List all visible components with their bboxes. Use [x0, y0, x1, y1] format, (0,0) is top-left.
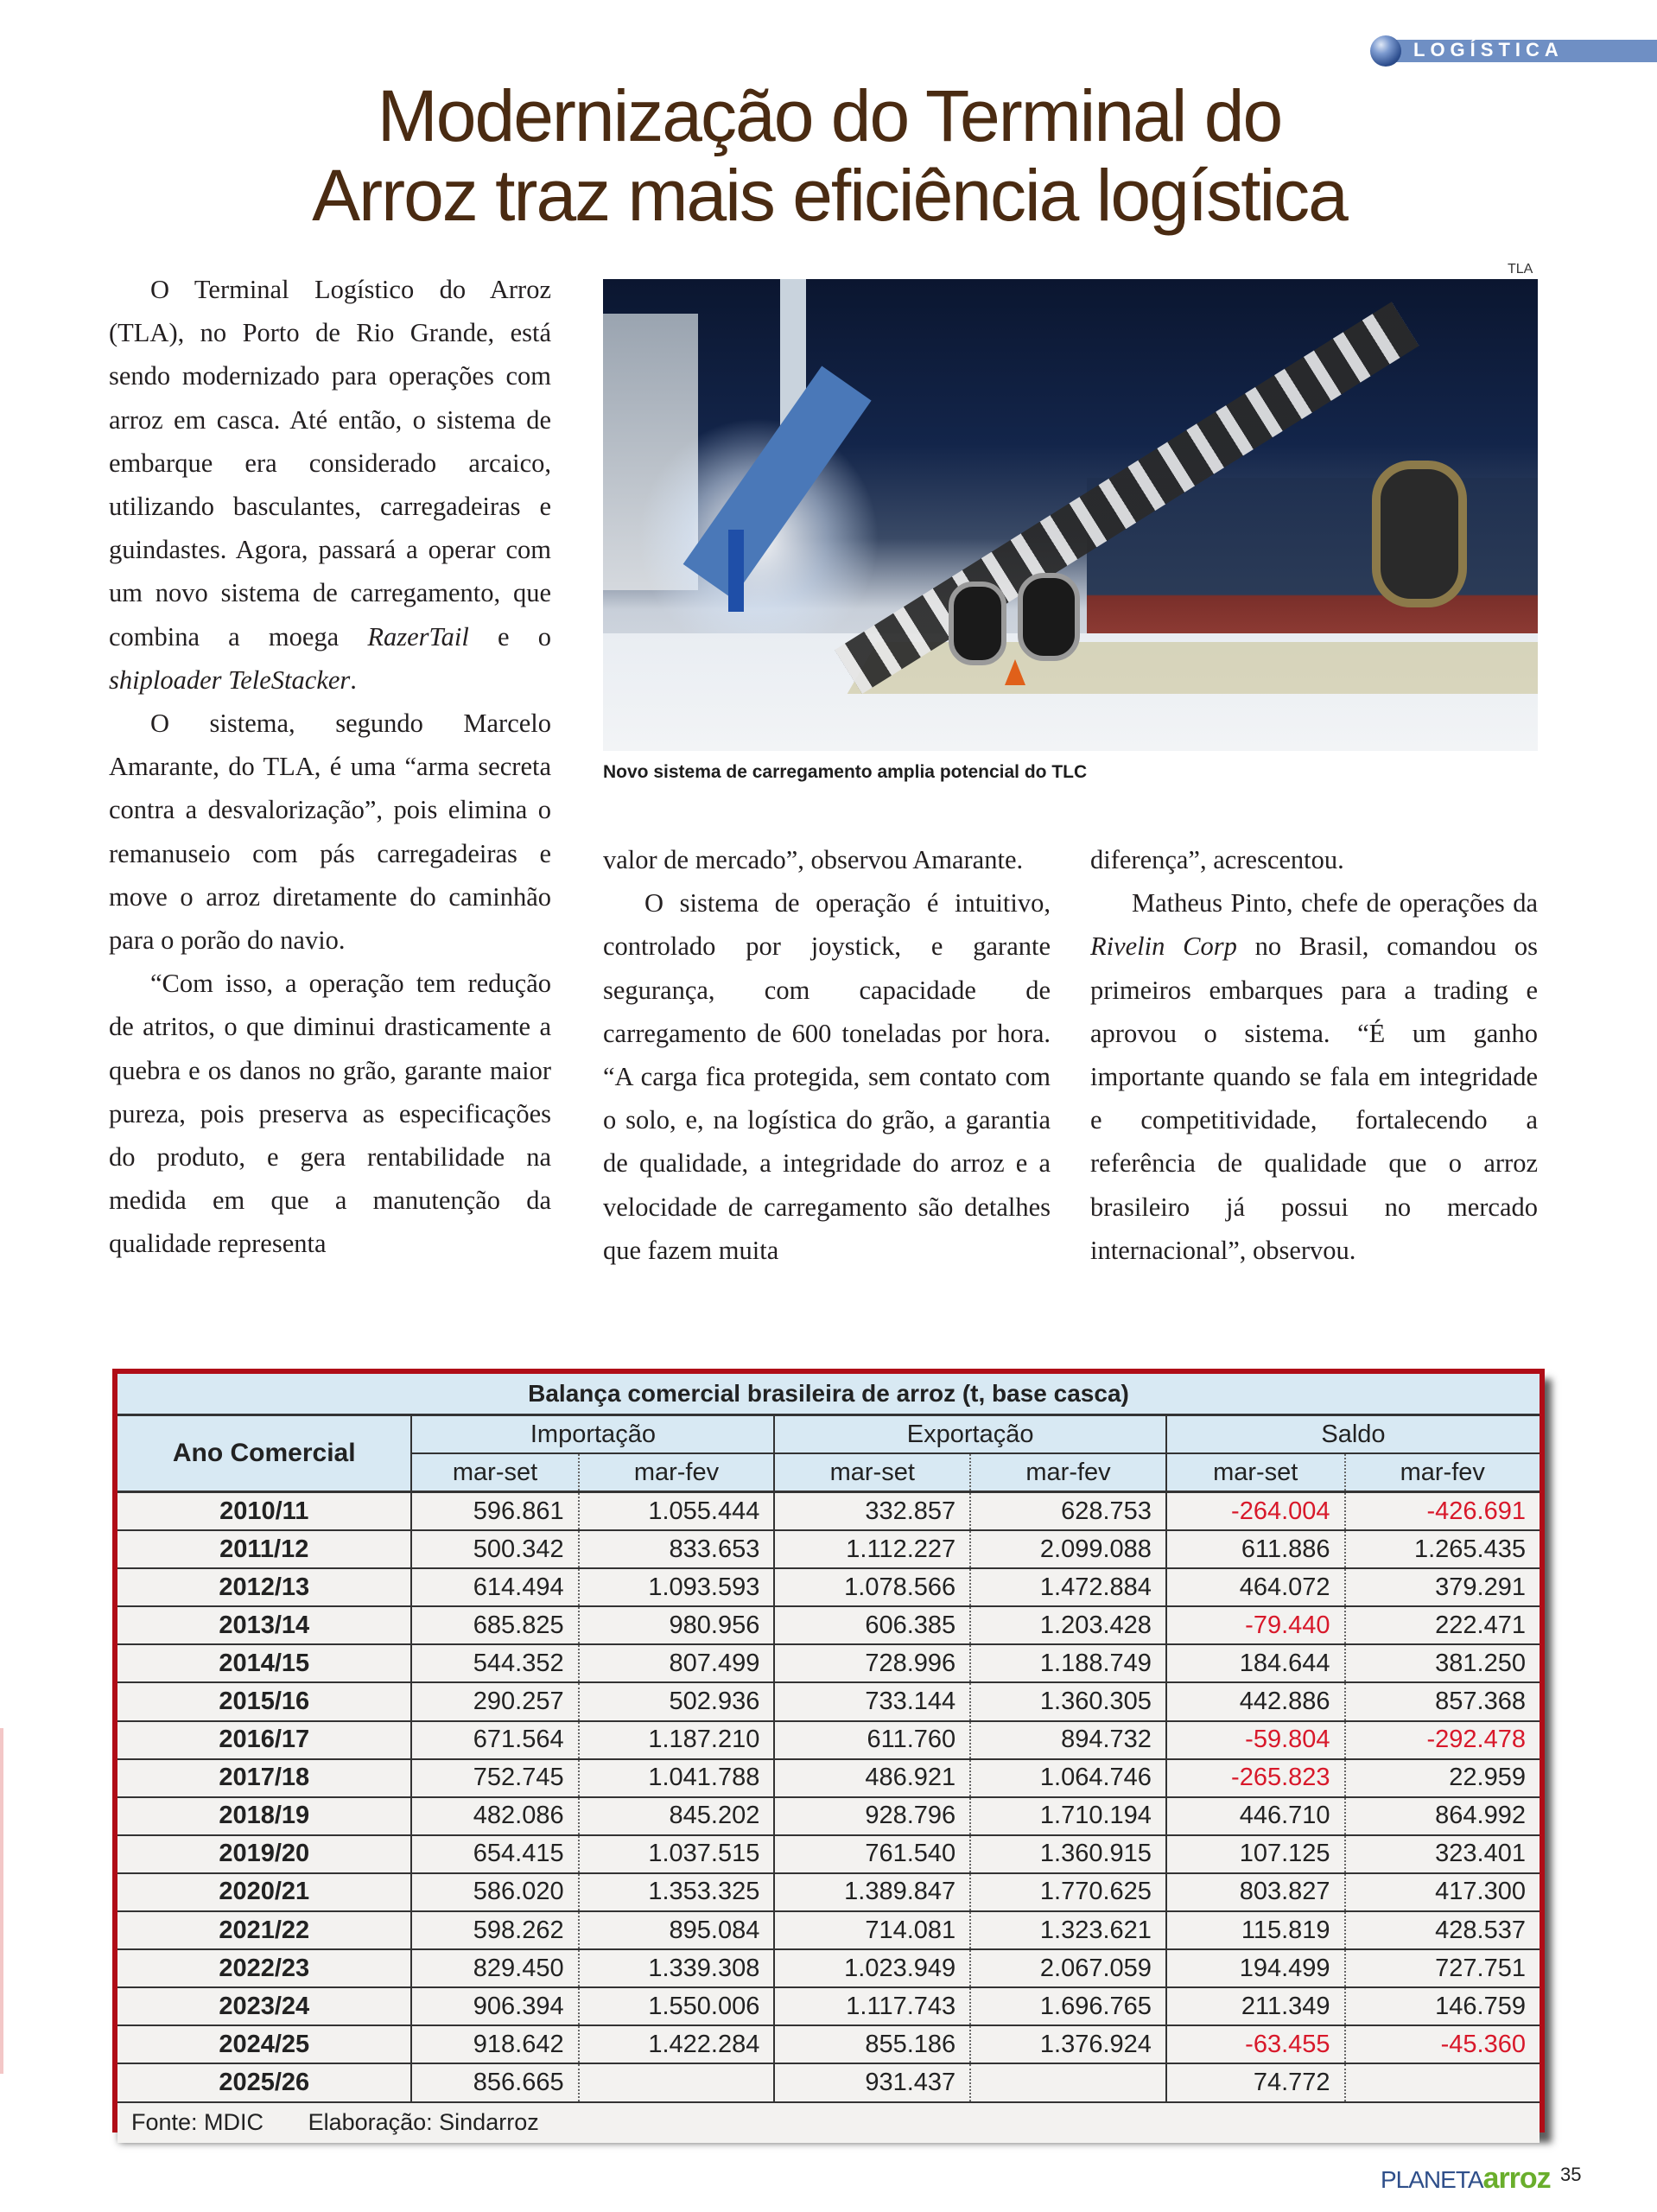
table-row: [117, 1644, 1540, 1682]
cell-year: 2011/12: [117, 1530, 411, 1568]
article-column-3: [1090, 838, 1538, 1272]
cell-imp-ms: 685.825: [411, 1606, 578, 1644]
text: O Terminal Logístico do Arroz (TLA), no Porto de Rio Grande, está sendo modernizado para operações com arroz em casca. Até então, o sistema de embarque era considerado arcaico, utilizando basculantes, carregadeiras e guindastes. Agora, passará a operar com um novo sistema de carregamento, que combina a moega: [109, 275, 551, 652]
paragraph: [109, 268, 551, 702]
cell-sal-ms: 107.125: [1166, 1835, 1345, 1873]
subheader: mar-set: [774, 1453, 970, 1492]
cell-exp-ms: 1.078.566: [774, 1568, 970, 1606]
headline: [173, 76, 1486, 235]
cell-exp-ms: 733.144: [774, 1682, 970, 1720]
paragraph: “Com isso, a operação tem redução de atritos, o que diminui drasticamente a quebra e os danos no grão, garante maior pureza, pois preserva as especificações do produto, e gera rentabilidade na medida em que a manutenção da qualidade representa: [109, 969, 551, 1259]
cell-imp-mf: [579, 2063, 775, 2101]
trade-balance-table-frame: [112, 1369, 1545, 2133]
subheader: mar-fev: [970, 1453, 1166, 1492]
table-row: [117, 1568, 1540, 1606]
subheader: mar-set: [1166, 1453, 1345, 1492]
cell-exp-mf: [970, 2063, 1166, 2101]
cell-exp-ms: 606.385: [774, 1606, 970, 1644]
cell-year: 2025/26: [117, 2063, 411, 2101]
cell-imp-ms: 856.665: [411, 2063, 578, 2101]
text: .: [350, 664, 357, 695]
cell-exp-mf: 894.732: [970, 1721, 1166, 1759]
cell-exp-mf: 1.710.194: [970, 1797, 1166, 1835]
paragraph: diferença”, acrescentou.: [1090, 845, 1344, 874]
cell-sal-ms: -63.455: [1166, 2025, 1345, 2063]
cell-sal-mf: [1345, 2063, 1540, 2101]
text: Matheus Pinto, chefe de operações da: [1132, 888, 1538, 918]
cell-exp-mf: 1.064.746: [970, 1759, 1166, 1797]
cell-sal-ms: 194.499: [1166, 1949, 1345, 1987]
cell-sal-mf: 22.959: [1345, 1759, 1540, 1797]
cell-exp-mf: 2.067.059: [970, 1949, 1166, 1987]
cell-exp-mf: 1.360.915: [970, 1835, 1166, 1873]
text-italic: RazerTail: [367, 621, 469, 652]
logo-arroz: arroz: [1482, 2162, 1551, 2195]
cell-sal-ms: 442.886: [1166, 1682, 1345, 1720]
cell-imp-ms: 906.394: [411, 1987, 578, 2025]
cell-sal-ms: 184.644: [1166, 1644, 1345, 1682]
cell-imp-mf: 1.353.325: [579, 1873, 775, 1911]
cell-sal-mf: -426.691: [1345, 1492, 1540, 1531]
cell-imp-mf: 1.093.593: [579, 1568, 775, 1606]
cell-year: 2024/25: [117, 2025, 411, 2063]
cell-imp-mf: 1.339.308: [579, 1949, 775, 1987]
section-tag: [1370, 35, 1657, 64]
cell-exp-ms: 931.437: [774, 2063, 970, 2101]
cell-exp-ms: 1.112.227: [774, 1530, 970, 1568]
page-number: 35: [1560, 2164, 1582, 2185]
cell-sal-ms: 115.819: [1166, 1911, 1345, 1949]
cell-sal-ms: 611.886: [1166, 1530, 1345, 1568]
paragraph: [1090, 881, 1538, 1272]
cell-exp-ms: 728.996: [774, 1644, 970, 1682]
text: e o: [468, 621, 552, 652]
article-column-2: [603, 838, 1051, 1272]
photo-wheel: [1372, 461, 1467, 607]
subheader: mar-fev: [1345, 1453, 1540, 1492]
group-header-saldo: Saldo: [1166, 1415, 1540, 1454]
cell-imp-mf: 1.187.210: [579, 1721, 775, 1759]
cell-sal-mf: 857.368: [1345, 1682, 1540, 1720]
cell-imp-ms: 752.745: [411, 1759, 578, 1797]
text: no Brasil, comandou os primeiros embarques para a trading e aprovou o sistema. “É um ganho importante quando se fala em integridade e competitividade, fortalecendo a referência de qualidade que o arroz brasileiro já possui no mercado internacional”, observou.: [1090, 931, 1538, 1265]
cell-imp-mf: 807.499: [579, 1644, 775, 1682]
section-label: LOGÍSTICA: [1413, 39, 1564, 60]
cell-imp-ms: 482.086: [411, 1797, 578, 1835]
cell-imp-mf: 502.936: [579, 1682, 775, 1720]
cell-sal-mf: 428.537: [1345, 1911, 1540, 1949]
cell-sal-mf: 222.471: [1345, 1606, 1540, 1644]
cell-imp-mf: 895.084: [579, 1911, 775, 1949]
cell-exp-mf: 1.360.305: [970, 1682, 1166, 1720]
cell-exp-ms: 761.540: [774, 1835, 970, 1873]
cell-sal-mf: 146.759: [1345, 1987, 1540, 2025]
paragraph: O sistema, segundo Marcelo Amarante, do TLA, é uma “arma secreta contra a desvalorização”, pois elimina o remanuseio com pás carregadeiras e move o arroz diretamente do caminhão para o porão do navio.: [109, 709, 551, 956]
cell-imp-ms: 586.020: [411, 1873, 578, 1911]
paragraph: O sistema de operação é intuitivo, controlado por joystick, e garante segurança, com capacidade de carregamento de 600 toneladas por hora. “A carga fica protegida, sem contato com o solo, e, na logística do grão, a garantia de qualidade, a integridade do arroz e a velocidade de carregamento são detalhes que fazem muita: [603, 888, 1051, 1265]
text-italic: shiploader TeleStacker: [109, 664, 351, 695]
logo-planeta: PLANETA: [1381, 2166, 1483, 2193]
cell-exp-mf: 2.099.088: [970, 1530, 1166, 1568]
subheader: mar-fev: [579, 1453, 775, 1492]
cell-year: 2023/24: [117, 1987, 411, 2025]
cell-imp-ms: 500.342: [411, 1530, 578, 1568]
publication-logo: [1381, 2162, 1551, 2196]
cell-exp-ms: 611.760: [774, 1721, 970, 1759]
cell-sal-ms: 803.827: [1166, 1873, 1345, 1911]
table-row: [117, 1492, 1540, 1531]
cell-imp-ms: 596.861: [411, 1492, 578, 1531]
cell-imp-mf: 1.055.444: [579, 1492, 775, 1531]
cell-year: 2012/13: [117, 1568, 411, 1606]
cell-exp-ms: 486.921: [774, 1759, 970, 1797]
table-row: [117, 1987, 1540, 2025]
photo-worker: [728, 530, 744, 612]
cell-exp-mf: 1.188.749: [970, 1644, 1166, 1682]
cell-imp-ms: 598.262: [411, 1911, 578, 1949]
cell-exp-ms: 332.857: [774, 1492, 970, 1531]
cell-imp-mf: 1.422.284: [579, 2025, 775, 2063]
cell-imp-ms: 614.494: [411, 1568, 578, 1606]
headline-line-2: Arroz traz mais eficiência logística: [312, 155, 1347, 236]
cell-year: 2021/22: [117, 1911, 411, 1949]
cell-sal-mf: 417.300: [1345, 1873, 1540, 1911]
cell-imp-mf: 1.037.515: [579, 1835, 775, 1873]
table-elaboration: Elaboração: Sindarroz: [308, 2109, 539, 2135]
cell-sal-ms: -59.804: [1166, 1721, 1345, 1759]
table-body: [117, 1492, 1540, 2102]
page-edge-strip: [0, 1728, 3, 2074]
table-row: [117, 1911, 1540, 1949]
cell-sal-ms: 74.772: [1166, 2063, 1345, 2101]
cell-year: 2019/20: [117, 1835, 411, 1873]
headline-line-1: Modernização do Terminal do: [377, 75, 1282, 156]
cell-sal-mf: 323.401: [1345, 1835, 1540, 1873]
cell-year: 2018/19: [117, 1797, 411, 1835]
cell-exp-mf: 1.323.621: [970, 1911, 1166, 1949]
group-header-importacao: Importação: [411, 1415, 774, 1454]
cell-imp-ms: 544.352: [411, 1644, 578, 1682]
text-italic: Rivelin Corp: [1090, 931, 1237, 962]
cell-sal-mf: 379.291: [1345, 1568, 1540, 1606]
cell-exp-ms: 714.081: [774, 1911, 970, 1949]
table-row: [117, 1759, 1540, 1797]
article-photo: [603, 279, 1538, 751]
cell-sal-ms: -265.823: [1166, 1759, 1345, 1797]
cell-imp-ms: 654.415: [411, 1835, 578, 1873]
cell-sal-ms: 211.349: [1166, 1987, 1345, 2025]
table-row: [117, 1835, 1540, 1873]
table-row: [117, 1949, 1540, 1987]
cell-year: 2020/21: [117, 1873, 411, 1911]
table-row: [117, 2025, 1540, 2063]
cell-exp-ms: 1.023.949: [774, 1949, 970, 1987]
table-row: [117, 1682, 1540, 1720]
cell-imp-mf: 1.550.006: [579, 1987, 775, 2025]
table-title: Balança comercial brasileira de arroz (t, base casca): [117, 1374, 1540, 1415]
cell-sal-ms: 446.710: [1166, 1797, 1345, 1835]
trade-balance-table: [117, 1374, 1540, 2143]
cell-sal-mf: -45.360: [1345, 2025, 1540, 2063]
photo-caption: Novo sistema de carregamento amplia potencial do TLC: [603, 762, 1088, 782]
table-row: [117, 1797, 1540, 1835]
article-column-1: [109, 268, 551, 1266]
globe-ball-icon: [1370, 35, 1401, 67]
table-footer: [117, 2102, 1540, 2143]
cell-year: 2016/17: [117, 1721, 411, 1759]
cell-sal-ms: -264.004: [1166, 1492, 1345, 1531]
cell-sal-mf: -292.478: [1345, 1721, 1540, 1759]
cell-year: 2022/23: [117, 1949, 411, 1987]
cell-exp-mf: 628.753: [970, 1492, 1166, 1531]
row-header-ano-comercial: Ano Comercial: [117, 1415, 411, 1492]
cell-year: 2015/16: [117, 1682, 411, 1720]
cell-exp-mf: 1.472.884: [970, 1568, 1166, 1606]
photo-wheel: [949, 582, 1006, 665]
cell-imp-mf: 845.202: [579, 1797, 775, 1835]
table-row: [117, 1530, 1540, 1568]
cell-sal-ms: -79.440: [1166, 1606, 1345, 1644]
cell-year: 2013/14: [117, 1606, 411, 1644]
cell-year: 2014/15: [117, 1644, 411, 1682]
cell-exp-mf: 1.770.625: [970, 1873, 1166, 1911]
cell-imp-mf: 980.956: [579, 1606, 775, 1644]
cell-imp-ms: 918.642: [411, 2025, 578, 2063]
group-header-exportacao: Exportação: [774, 1415, 1166, 1454]
table-row: [117, 1873, 1540, 1911]
photo-credit: TLA: [1508, 262, 1533, 276]
cell-sal-mf: 1.265.435: [1345, 1530, 1540, 1568]
table-source: Fonte: MDIC: [131, 2109, 264, 2135]
table-row: [117, 2063, 1540, 2101]
cell-sal-ms: 464.072: [1166, 1568, 1345, 1606]
cell-year: 2017/18: [117, 1759, 411, 1797]
cell-exp-mf: 1.696.765: [970, 1987, 1166, 2025]
cell-exp-mf: 1.376.924: [970, 2025, 1166, 2063]
table-row: [117, 1606, 1540, 1644]
cell-imp-mf: 833.653: [579, 1530, 775, 1568]
cell-exp-ms: 928.796: [774, 1797, 970, 1835]
cell-exp-mf: 1.203.428: [970, 1606, 1166, 1644]
table-row: [117, 1721, 1540, 1759]
photo-wheel: [1018, 573, 1080, 661]
cell-exp-ms: 855.186: [774, 2025, 970, 2063]
cell-sal-mf: 381.250: [1345, 1644, 1540, 1682]
cell-sal-mf: 727.751: [1345, 1949, 1540, 1987]
cell-sal-mf: 864.992: [1345, 1797, 1540, 1835]
cell-year: 2010/11: [117, 1492, 411, 1531]
paragraph: valor de mercado”, observou Amarante.: [603, 845, 1024, 874]
cell-imp-mf: 1.041.788: [579, 1759, 775, 1797]
cell-imp-ms: 290.257: [411, 1682, 578, 1720]
photo-traffic-cone: [1005, 659, 1025, 685]
cell-exp-ms: 1.117.743: [774, 1987, 970, 2025]
cell-imp-ms: 671.564: [411, 1721, 578, 1759]
cell-imp-ms: 829.450: [411, 1949, 578, 1987]
cell-exp-ms: 1.389.847: [774, 1873, 970, 1911]
subheader: mar-set: [411, 1453, 578, 1492]
